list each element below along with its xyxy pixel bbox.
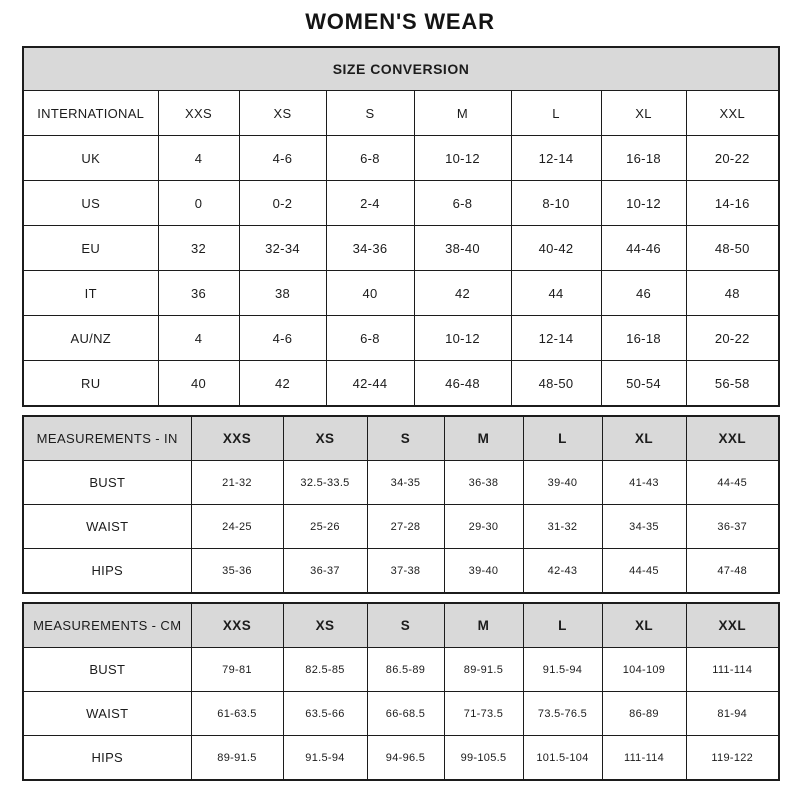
column-header: L — [523, 603, 602, 648]
value-cell: 48 — [686, 271, 779, 316]
value-cell: 36-38 — [444, 461, 523, 505]
value-cell: 42-43 — [523, 549, 602, 594]
value-cell: 24-25 — [191, 505, 283, 549]
value-cell: 104-109 — [602, 648, 686, 692]
row-label: WAIST — [23, 692, 191, 736]
section-header: MEASUREMENTS - CM — [23, 603, 191, 648]
column-header: INTERNATIONAL — [23, 91, 158, 136]
value-cell: 34-36 — [326, 226, 414, 271]
value-cell: 32-34 — [239, 226, 326, 271]
table-row — [23, 181, 779, 226]
column-header: XL — [602, 603, 686, 648]
row-label: BUST — [23, 461, 191, 505]
value-cell: 36 — [158, 271, 239, 316]
value-cell: 10-12 — [601, 181, 686, 226]
value-cell: 20-22 — [686, 316, 779, 361]
row-label: HIPS — [23, 549, 191, 594]
page-title: WOMEN'S WEAR — [305, 9, 495, 34]
value-cell: 4-6 — [239, 136, 326, 181]
row-label: AU/NZ — [23, 316, 158, 361]
value-cell: 36-37 — [686, 505, 779, 549]
value-cell: 6-8 — [414, 181, 511, 226]
section-header: MEASUREMENTS - IN — [23, 416, 191, 461]
column-header: M — [444, 603, 523, 648]
column-header: XXL — [686, 416, 779, 461]
value-cell: 63.5-66 — [283, 692, 367, 736]
value-cell: 25-26 — [283, 505, 367, 549]
column-header: XS — [283, 416, 367, 461]
value-cell: 38 — [239, 271, 326, 316]
value-cell: 12-14 — [511, 136, 601, 181]
value-cell: 89-91.5 — [191, 736, 283, 781]
row-label: IT — [23, 271, 158, 316]
value-cell: 91.5-94 — [523, 648, 602, 692]
value-cell: 46-48 — [414, 361, 511, 407]
value-cell: 94-96.5 — [367, 736, 444, 781]
value-cell: 20-22 — [686, 136, 779, 181]
value-cell: 99-105.5 — [444, 736, 523, 781]
row-label: HIPS — [23, 736, 191, 781]
column-header: XXS — [191, 416, 283, 461]
measurements-cm-table — [22, 602, 780, 781]
row-label: UK — [23, 136, 158, 181]
column-header: L — [511, 91, 601, 136]
table-row — [23, 316, 779, 361]
value-cell: 89-91.5 — [444, 648, 523, 692]
value-cell: 42-44 — [326, 361, 414, 407]
column-header: XL — [601, 91, 686, 136]
measurements-in-table — [22, 415, 780, 594]
table-row — [23, 648, 779, 692]
column-header: XXL — [686, 603, 779, 648]
row-label: WAIST — [23, 505, 191, 549]
value-cell: 61-63.5 — [191, 692, 283, 736]
row-label: BUST — [23, 648, 191, 692]
value-cell: 47-48 — [686, 549, 779, 594]
column-header: XL — [602, 416, 686, 461]
value-cell: 42 — [239, 361, 326, 407]
value-cell: 6-8 — [326, 316, 414, 361]
value-cell: 2-4 — [326, 181, 414, 226]
table-row — [23, 361, 779, 407]
value-cell: 32 — [158, 226, 239, 271]
column-header: M — [414, 91, 511, 136]
table-row — [23, 136, 779, 181]
value-cell: 50-54 — [601, 361, 686, 407]
value-cell: 40-42 — [511, 226, 601, 271]
value-cell: 39-40 — [523, 461, 602, 505]
column-header: XXL — [686, 91, 779, 136]
value-cell: 16-18 — [601, 136, 686, 181]
value-cell: 44-46 — [601, 226, 686, 271]
table-row — [23, 692, 779, 736]
table-row — [23, 271, 779, 316]
value-cell: 40 — [158, 361, 239, 407]
value-cell: 12-14 — [511, 316, 601, 361]
column-header: XS — [283, 603, 367, 648]
row-label: RU — [23, 361, 158, 407]
value-cell: 86-89 — [602, 692, 686, 736]
value-cell: 10-12 — [414, 136, 511, 181]
value-cell: 73.5-76.5 — [523, 692, 602, 736]
value-cell: 101.5-104 — [523, 736, 602, 781]
value-cell: 111-114 — [686, 648, 779, 692]
value-cell: 4-6 — [239, 316, 326, 361]
size-conversion-table — [22, 46, 780, 407]
value-cell: 31-32 — [523, 505, 602, 549]
value-cell: 91.5-94 — [283, 736, 367, 781]
row-label: US — [23, 181, 158, 226]
value-cell: 4 — [158, 316, 239, 361]
value-cell: 21-32 — [191, 461, 283, 505]
value-cell: 71-73.5 — [444, 692, 523, 736]
column-header: M — [444, 416, 523, 461]
table-row — [23, 549, 779, 594]
value-cell: 4 — [158, 136, 239, 181]
value-cell: 38-40 — [414, 226, 511, 271]
value-cell: 86.5-89 — [367, 648, 444, 692]
value-cell: 44 — [511, 271, 601, 316]
table-row — [23, 461, 779, 505]
value-cell: 39-40 — [444, 549, 523, 594]
value-cell: 48-50 — [511, 361, 601, 407]
value-cell: 111-114 — [602, 736, 686, 781]
value-cell: 82.5-85 — [283, 648, 367, 692]
value-cell: 32.5-33.5 — [283, 461, 367, 505]
table-row — [23, 736, 779, 781]
value-cell: 6-8 — [326, 136, 414, 181]
value-cell: 35-36 — [191, 549, 283, 594]
table-row — [23, 505, 779, 549]
value-cell: 42 — [414, 271, 511, 316]
value-cell: 41-43 — [602, 461, 686, 505]
value-cell: 119-122 — [686, 736, 779, 781]
value-cell: 46 — [601, 271, 686, 316]
value-cell: 66-68.5 — [367, 692, 444, 736]
value-cell: 34-35 — [602, 505, 686, 549]
value-cell: 14-16 — [686, 181, 779, 226]
row-label: EU — [23, 226, 158, 271]
column-header: S — [367, 416, 444, 461]
value-cell: 8-10 — [511, 181, 601, 226]
column-header: XS — [239, 91, 326, 136]
value-cell: 10-12 — [414, 316, 511, 361]
column-header: XXS — [158, 91, 239, 136]
value-cell: 16-18 — [601, 316, 686, 361]
value-cell: 36-37 — [283, 549, 367, 594]
column-header: XXS — [191, 603, 283, 648]
value-cell: 29-30 — [444, 505, 523, 549]
value-cell: 48-50 — [686, 226, 779, 271]
value-cell: 0-2 — [239, 181, 326, 226]
value-cell: 34-35 — [367, 461, 444, 505]
value-cell: 37-38 — [367, 549, 444, 594]
column-header: S — [367, 603, 444, 648]
value-cell: 27-28 — [367, 505, 444, 549]
value-cell: 40 — [326, 271, 414, 316]
section-header: SIZE CONVERSION — [23, 47, 779, 91]
column-header: L — [523, 416, 602, 461]
value-cell: 44-45 — [686, 461, 779, 505]
value-cell: 44-45 — [602, 549, 686, 594]
table-row — [23, 226, 779, 271]
column-header: S — [326, 91, 414, 136]
value-cell: 79-81 — [191, 648, 283, 692]
value-cell: 56-58 — [686, 361, 779, 407]
value-cell: 81-94 — [686, 692, 779, 736]
value-cell: 0 — [158, 181, 239, 226]
